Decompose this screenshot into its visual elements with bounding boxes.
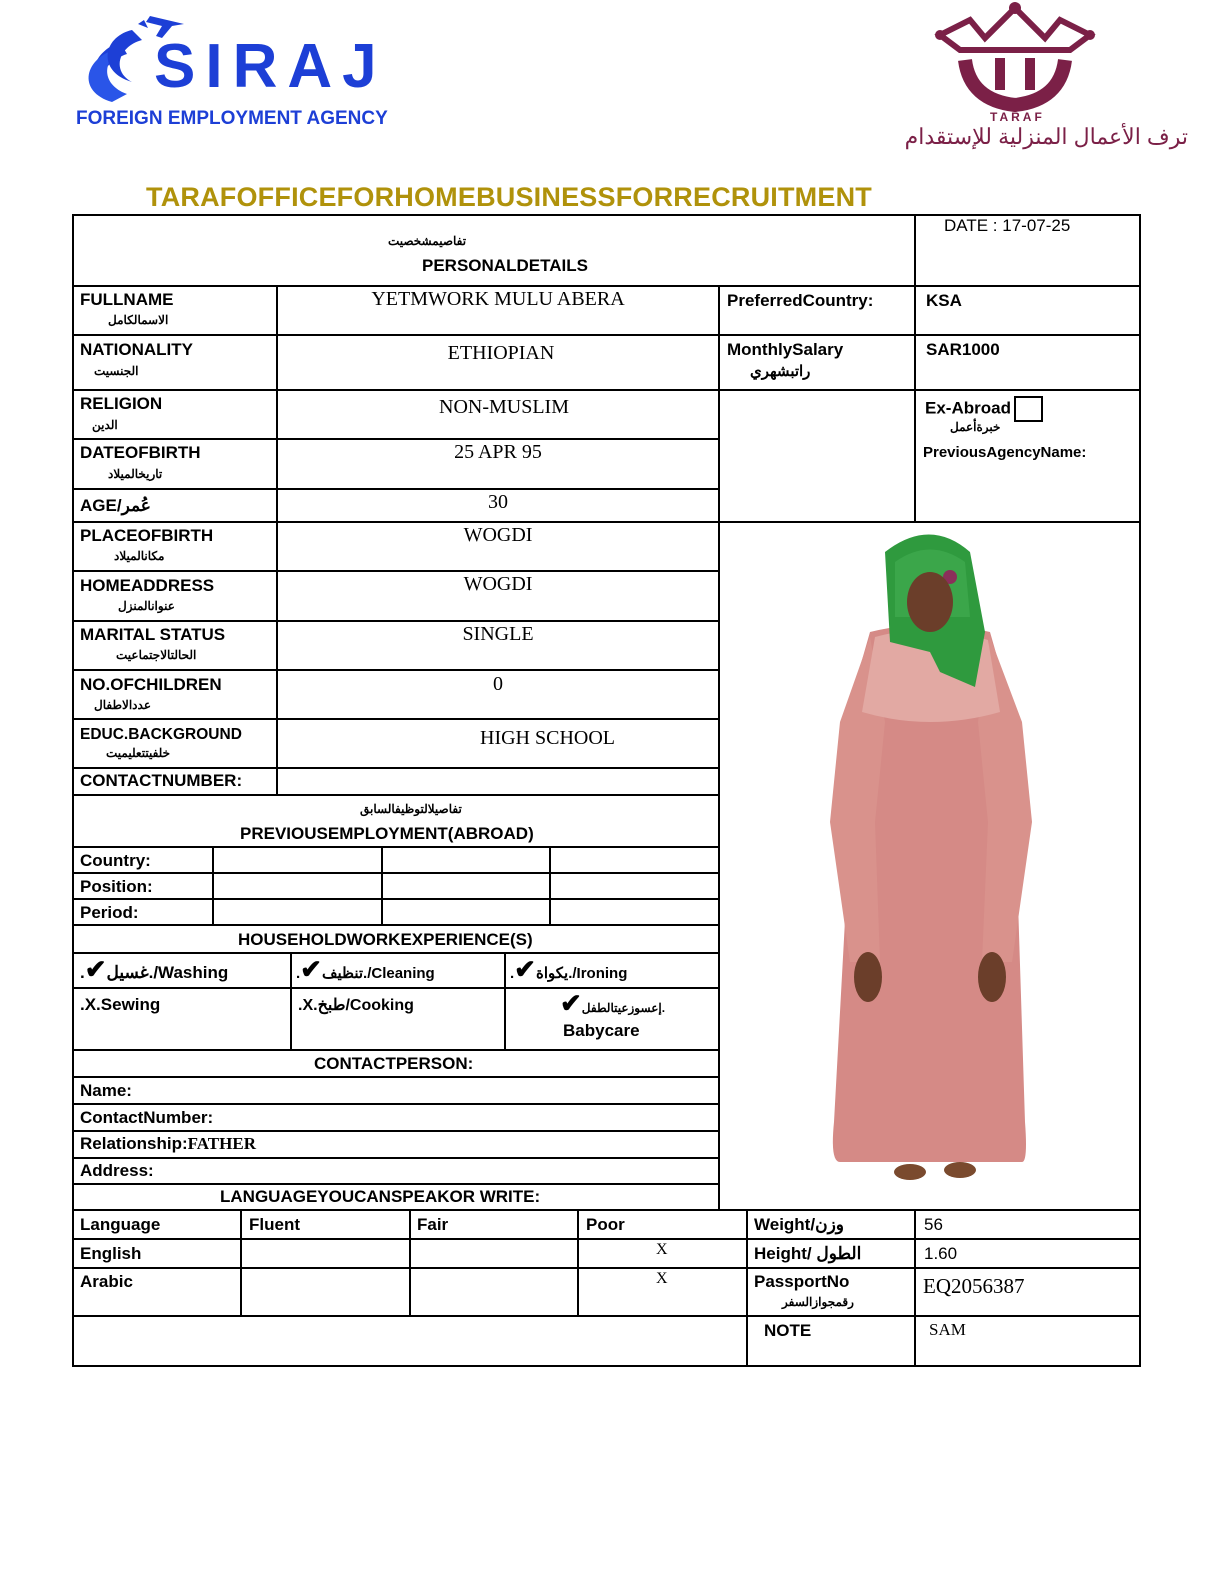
- religion-value: NON-MUSLIM: [439, 396, 569, 418]
- fullname-label: FULLNAME: [80, 290, 174, 309]
- home-address-label: HOMEADDRESS: [80, 576, 215, 595]
- education-arabic: خلفيتتعليميت: [106, 746, 171, 760]
- marital-status-arabic: الحالتالاجتماعيت: [116, 648, 197, 662]
- pob-arabic: مكانالميلاد: [114, 549, 165, 563]
- religion-label: RELIGION: [80, 394, 163, 413]
- nationality-value: ETHIOPIAN: [447, 342, 555, 364]
- ironing-label: يكواة./Ironing: [535, 965, 628, 982]
- passport-label: PassportNo: [754, 1272, 850, 1291]
- previous-employment-arabic: تفاصيلالتوظيفالسابق: [360, 802, 462, 816]
- home-address-value: WOGDI: [463, 573, 533, 595]
- washing-item: [80, 956, 228, 983]
- crown-icon: [930, 0, 1100, 125]
- office-title: TARAFOFFICEFORHOMEBUSINESSFORRECRUITMENT: [146, 182, 872, 212]
- candidate-figure-icon: [760, 522, 1100, 1208]
- home-address-arabic: عنوانالمنزل: [118, 599, 175, 613]
- lang-col-poor: Poor: [586, 1215, 625, 1234]
- prev-period-label: Period:: [80, 903, 139, 922]
- lang-col-fluent: Fluent: [249, 1215, 300, 1234]
- taraf-logo: [830, 0, 1200, 150]
- children-arabic: عددالاطفال: [94, 698, 151, 712]
- cooking-item: .X.طبخ/Cooking: [298, 997, 414, 1014]
- taraf-logo-text: TARAF: [990, 110, 1045, 124]
- ex-abroad-checkbox[interactable]: [1014, 396, 1043, 422]
- contact-number-label: CONTACTNUMBER:: [80, 771, 243, 790]
- salary-value: SAR1000: [926, 340, 1000, 359]
- weight-value: 56: [924, 1215, 943, 1234]
- age-value: 30: [488, 491, 508, 513]
- relationship-row: [80, 1134, 256, 1154]
- check-icon: ✔: [514, 954, 536, 984]
- salary-label: MonthlySalary: [727, 340, 844, 359]
- relationship-label: Relationship:: [80, 1134, 188, 1153]
- lang-arabic-poor: X: [656, 1270, 668, 1287]
- contact-address-label: Address:: [80, 1161, 154, 1180]
- siraj-logo: [72, 2, 412, 137]
- nationality-label: NATIONALITY: [80, 340, 194, 359]
- nationality-arabic: الجنسيت: [94, 364, 139, 378]
- relationship-value: FATHER: [187, 1134, 256, 1153]
- household-heading: HOUSEHOLDWORKEXPERIENCE(S): [238, 930, 533, 949]
- height-value: 1.60: [924, 1244, 958, 1263]
- babycare-label: Babycare: [563, 1021, 640, 1040]
- pob-value: WOGDI: [463, 524, 533, 546]
- prev-position-label: Position:: [80, 877, 153, 896]
- preferred-country-value: KSA: [926, 291, 962, 310]
- ironing-dot: .: [510, 965, 515, 982]
- babycare-item: [560, 990, 665, 1016]
- taraf-arabic-name: ترف الأعمال المنزلية للإستقدام: [904, 124, 1188, 149]
- salary-arabic: راتبشهري: [750, 363, 811, 380]
- passport-arabic: رقمجوازالسفر: [782, 1295, 854, 1309]
- ex-abroad-field: [925, 396, 1043, 422]
- ex-abroad-label: Ex-Abroad: [925, 398, 1011, 418]
- age-label: AGE/عُمر: [80, 496, 151, 515]
- education-label: EDUC.BACKGROUND: [80, 726, 242, 743]
- dob-arabic: تاريخالميلاد: [108, 467, 163, 481]
- fullname-value: YETMWORK MULU ABERA: [371, 288, 625, 310]
- check-icon: ✔: [560, 988, 582, 1018]
- washing-label: غسيل./Washing: [106, 963, 229, 982]
- dob-value: 25 APR 95: [454, 441, 542, 463]
- sewing-item: .X.Sewing: [80, 995, 161, 1014]
- education-value: HIGH SCHOOL: [480, 727, 615, 749]
- preferred-country-label: PreferredCountry:: [727, 291, 874, 310]
- pob-label: PLACEOFBIRTH: [80, 526, 214, 545]
- dob-label: DATEOFBIRTH: [80, 443, 201, 462]
- personal-details-arabic: تفاصيمشخصيت: [388, 234, 467, 248]
- babycare-arabic: إعسوزعيتالطفل.: [581, 1001, 666, 1015]
- lang-col-language: Language: [80, 1215, 161, 1234]
- height-label: Height/ الطول: [754, 1244, 862, 1263]
- contact-person-heading: CONTACTPERSON:: [314, 1054, 474, 1073]
- ironing-item: [510, 956, 627, 982]
- personal-details-heading: PERSONALDETAILS: [422, 256, 588, 275]
- contact-name-label: Name:: [80, 1081, 132, 1100]
- previous-agency-label: PreviousAgencyName:: [923, 444, 1087, 461]
- siraj-tagline: FOREIGN EMPLOYMENT AGENCY: [76, 108, 388, 129]
- prev-country-label: Country:: [80, 851, 151, 870]
- lang-english: English: [80, 1244, 142, 1263]
- passport-value: EQ2056387: [923, 1274, 1025, 1298]
- marital-status-value: SINGLE: [462, 623, 534, 645]
- lang-english-poor: X: [656, 1241, 668, 1258]
- cleaning-item: [296, 956, 435, 982]
- lang-arabic: Arabic: [80, 1272, 133, 1291]
- check-icon: ✔: [300, 954, 322, 984]
- washing-dot: .: [80, 963, 85, 982]
- candidate-photo: [760, 522, 1100, 1208]
- religion-arabic: الدين: [92, 418, 118, 432]
- ex-abroad-arabic: خبرةأعمل: [950, 420, 1001, 434]
- children-value: 0: [493, 673, 503, 695]
- note-label: NOTE: [764, 1321, 812, 1340]
- previous-employment-heading: PREVIOUSEMPLOYMENT(ABROAD): [240, 824, 534, 843]
- languages-heading: LANGUAGEYOUCANSPEAKOR WRITE:: [220, 1187, 541, 1206]
- cleaning-label: تنظيف./Cleaning: [321, 965, 435, 982]
- weight-label: Weight/وزن: [754, 1215, 844, 1234]
- lang-col-fair: Fair: [417, 1215, 449, 1234]
- children-label: NO.OFCHILDREN: [80, 675, 222, 694]
- marital-status-label: MARITAL STATUS: [80, 625, 226, 644]
- cleaning-dot: .: [296, 965, 301, 982]
- fullname-arabic: الاسمالكامل: [108, 313, 169, 327]
- siraj-logo-text: SIRAJ: [154, 32, 387, 101]
- contact-phone-label: ContactNumber:: [80, 1108, 214, 1127]
- date-label: DATE : 17-07-25: [944, 216, 1071, 235]
- note-value: SAM: [929, 1320, 966, 1339]
- check-icon: ✔: [84, 954, 107, 984]
